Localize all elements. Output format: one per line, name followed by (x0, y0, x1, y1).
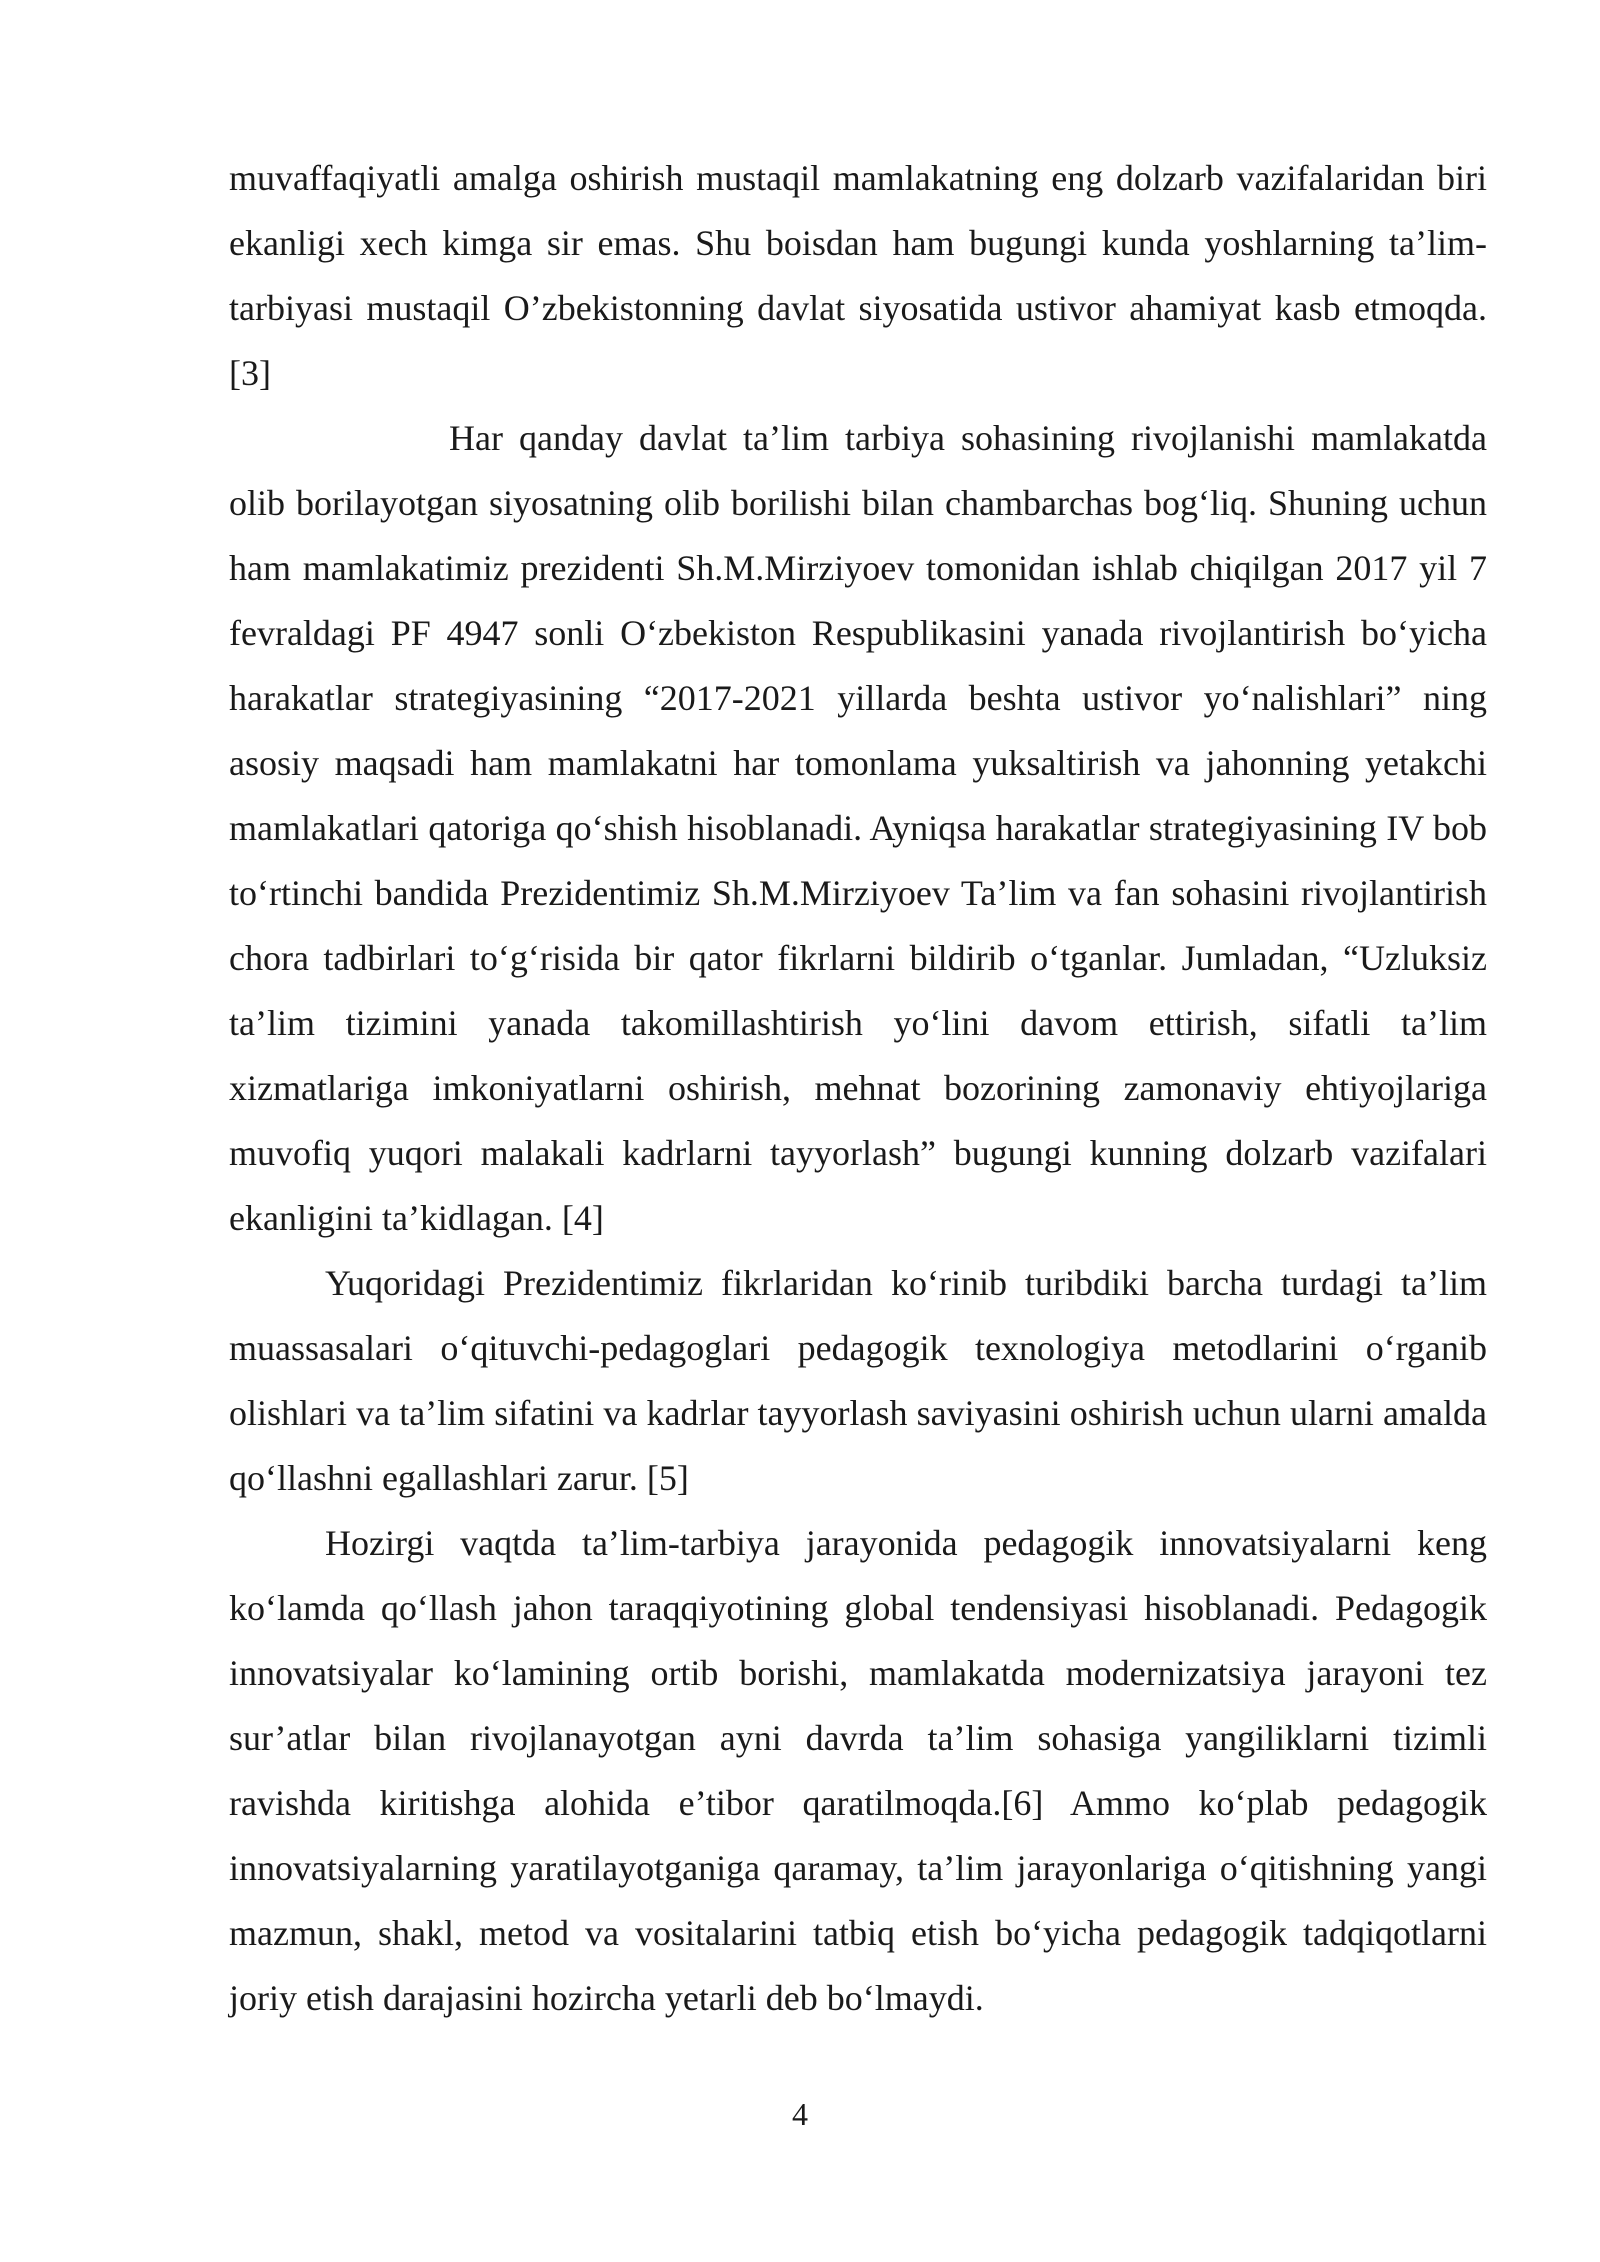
paragraph-teachers: Yuqoridagi Prezidentimiz fikrlaridan ko‘rinib turibdiki barcha turdagi ta’lim muassasalari o‘qituvchi-pedagoglari pedagogik texnologiya metodlarini o‘rganib olishlari va ta’lim sifatini va kadrlar tayyorlash saviyasini oshirish uchun ularni amalda qo‘llashni egallashlari zarur. [5] (229, 1263, 1487, 1498)
paragraph-innovations: Hozirgi vaqtda ta’lim-tarbiya jarayonida pedagogik innovatsiyalarni keng ko‘lamda qo‘llash jahon taraqqiyotining global tendensiyasi hisoblanadi. Pedagogik innovatsiyalar ko‘lamining ortib borishi, mamlakatda modernizatsiya jarayoni tez sur’atlar bilan rivojlanayotgan ayni davrda ta’lim sohasiga yangiliklarni tizimli ravishda kiritishga alohida e’tibor qaratilmoqda.[6] Ammo ko‘plab pedagogik innovatsiyalarning yaratilayotganiga qaramay, ta’lim jarayonlariga o‘qitishning yangi mazmun, shakl, metod va vositalarini tatbiq etish bo‘yicha pedagogik tadqiqotlarni joriy etish darajasini hozircha yetarli deb bo‘lmaydi. (229, 1523, 1487, 2018)
document-body (229, 146, 1487, 2031)
paragraph-continuation: muvaffaqiyatli amalga oshirish mustaqil mamlakatning eng dolzarb vazifalaridan biri ekanligi xech kimga sir emas. Shu boisdan ham bugungi kunda yoshlarning ta’lim-tarbiyasi mustaqil O’zbekistonning davlat siyosatida ustivor ahamiyat kasb etmoqda.[3] (229, 158, 1487, 393)
paragraph-strategy: Har qanday davlat ta’lim tarbiya sohasining rivojlanishi mamlakatda olib borilayotgan siyosatning olib borilishi bilan chambarchas bog‘liq. Shuning uchun ham mamlakatimiz prezidenti Sh.M.Mirziyoev tomonidan ishlab chiqilgan 2017 yil 7 fevraldagi PF 4947 sonli O‘zbekiston Respublikasini yanada rivojlantirish bo‘yicha harakatlar strategiyasining “2017-2021 yillarda beshta ustivor yo‘nalishlari” ning asosiy maqsadi ham mamlakatni har tomonlama yuksaltirish va jahonning yetakchi mamlakatlari qatoriga qo‘shish hisoblanadi. Ayniqsa harakatlar strategiyasining IV bob to‘rtinchi bandida Prezidentimiz Sh.M.Mirziyoev Ta’lim va fan sohasini rivojlantirish chora tadbirlari to‘g‘risida bir qator fikrlarni bildirib o‘tganlar. Jumladan, “Uzluksiz ta’lim tizimini yanada takomillashtirish yo‘lini davom ettirish, sifatli ta’lim xizmatlariga imkoniyatlarni oshirish, mehnat bozorining zamonaviy ehtiyojlariga muvofiq yuqori malakali kadrlarni tayyorlash” bugungi kunning dolzarb vazifalari ekanligini ta’kidlagan. [4] (229, 418, 1487, 1238)
page-number: 4 (792, 2096, 808, 2132)
